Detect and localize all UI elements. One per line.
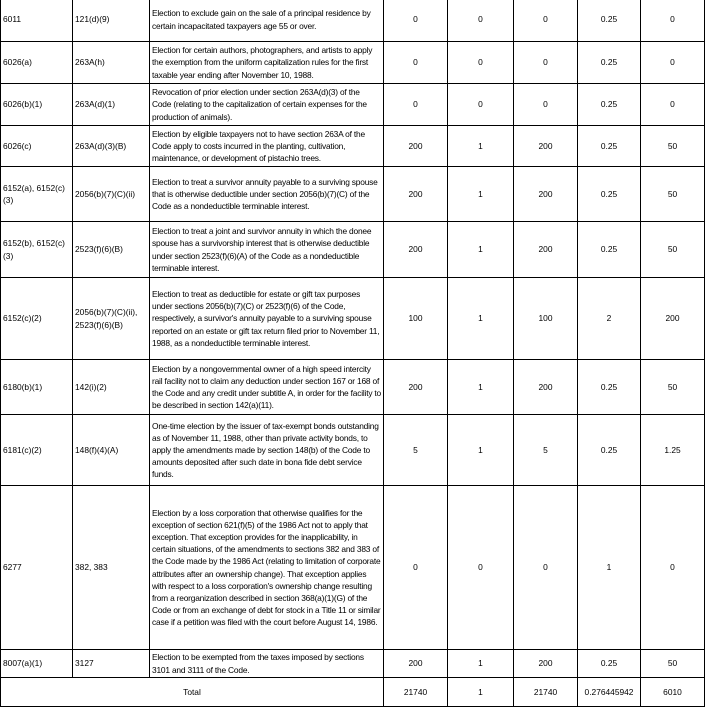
code-reference-cell: 142(i)(2) [73,360,150,415]
value-cell: 200 [514,360,578,415]
value-cell: 1.25 [641,415,705,486]
value-cell: 200 [384,167,448,222]
code-reference-cell: 2523(f)(6)(B) [73,222,150,278]
section-cell: 6180(b)(1) [1,360,73,415]
total-value-cell: 0.276445942 [578,678,641,707]
value-cell: 200 [384,650,448,678]
value-cell: 50 [641,167,705,222]
value-cell: 1 [448,415,514,486]
table-row [1,486,705,650]
value-cell: 0.25 [578,167,641,222]
code-reference-cell: 121(d)(9) [73,0,150,42]
total-label: Total [1,678,384,707]
table-row [1,126,705,167]
value-cell: 0.25 [578,222,641,278]
table-row [1,42,705,84]
value-cell: 0 [641,84,705,126]
value-cell: 1 [448,167,514,222]
value-cell: 0 [384,0,448,42]
code-reference-cell: 263A(d)(1) [73,84,150,126]
value-cell: 1 [448,222,514,278]
description-cell: Election to treat a joint and survivor annuity in which the donee spouse has a survivorship interest that is otherwise deductible under section 2523(f)(6)(A) of the Code as a nondeductible terminable interest. [150,222,384,278]
description-cell: Election by a loss corporation that otherwise qualifies for the exception of section 621(f)(5) of the 1986 Act not to apply that exception. That exception provides for the inapplicability, in certain situations, of the amendments to sections 382 and 383 of the Code made by the 1986 Act (relating to limitation of corporate attributes after an ownership change). That exception applies with respect to a loss corporation's ownership change resulting from a reorganization described in section 368(a)(1)(G) of the Code or from an exchange of debt for stock in a Title 11 or similar case if a petition was filed with the court before August 14, 1986. [150,486,384,650]
value-cell: 5 [384,415,448,486]
section-cell: 6152(a), 6152(c)(3) [1,167,73,222]
value-cell: 100 [514,278,578,360]
value-cell: 0 [641,0,705,42]
table-row [1,415,705,486]
value-cell: 100 [384,278,448,360]
description-cell: Election to be exempted from the taxes imposed by sections 3101 and 3111 of the Code. [150,650,384,678]
value-cell: 2 [578,278,641,360]
value-cell: 50 [641,222,705,278]
table-row [1,0,705,42]
value-cell: 200 [514,167,578,222]
table-row [1,222,705,278]
value-cell: 1 [448,278,514,360]
value-cell: 0 [448,486,514,650]
description-cell: One-time election by the issuer of tax-exempt bonds outstanding as of November 11, 1988, other than private activity bonds, to apply the amendments made by section 148(b) of the Code to amounts deposited after such date in bona fide debt service funds. [150,415,384,486]
code-reference-cell: 382, 383 [73,486,150,650]
table-row [1,650,705,678]
value-cell: 0.25 [578,42,641,84]
description-cell: Election to treat as deductible for estate or gift tax purposes under sections 2056(b)(7)(C) or 2523(f)(6) of the Code, respectively, a survivor's annuity payable to a surviving spouse reported on an estate or gift tax return filed prior to November 11, 1988, as a nondeductible terminable interest. [150,278,384,360]
value-cell: 1 [448,360,514,415]
value-cell: 0 [641,42,705,84]
value-cell: 0 [641,486,705,650]
value-cell: 1 [448,650,514,678]
value-cell: 0 [384,42,448,84]
total-value-cell: 21740 [384,678,448,707]
value-cell: 50 [641,360,705,415]
value-cell: 0 [514,84,578,126]
value-cell: 50 [641,126,705,167]
value-cell: 50 [641,650,705,678]
total-value-cell: 21740 [514,678,578,707]
section-cell: 6181(c)(2) [1,415,73,486]
description-cell: Revocation of prior election under section 263A(d)(3) of the Code (relating to the capitalization of certain expenses for the production of animals). [150,84,384,126]
section-cell: 6026(a) [1,42,73,84]
value-cell: 0.25 [578,126,641,167]
value-cell: 0.25 [578,360,641,415]
value-cell: 200 [641,278,705,360]
value-cell: 5 [514,415,578,486]
value-cell: 0 [514,486,578,650]
code-reference-cell: 2056(b)(7)(C)(ii) [73,167,150,222]
table-row [1,360,705,415]
value-cell: 1 [448,126,514,167]
value-cell: 0 [384,84,448,126]
total-value-cell: 1 [448,678,514,707]
code-reference-cell: 2056(b)(7)(C)(ii), 2523(f)(6)(B) [73,278,150,360]
section-cell: 6277 [1,486,73,650]
value-cell: 200 [514,650,578,678]
code-reference-cell: 263A(d)(3)(B) [73,126,150,167]
description-cell: Election to treat a survivor annuity payable to a surviving spouse that is otherwise deductible under section 2056(b)(7)(C) of the Code as a nondeductible terminable interest. [150,167,384,222]
value-cell: 200 [514,126,578,167]
section-cell: 8007(a)(1) [1,650,73,678]
section-cell: 6026(c) [1,126,73,167]
value-cell: 0 [448,42,514,84]
code-reference-cell: 3127 [73,650,150,678]
value-cell: 0 [448,84,514,126]
value-cell: 0 [514,0,578,42]
code-reference-cell: 263A(h) [73,42,150,84]
value-cell: 200 [384,360,448,415]
code-reference-cell: 148(f)(4)(A) [73,415,150,486]
description-cell: Election to exclude gain on the sale of a principal residence by certain incapacitated taxpayers age 55 or over. [150,0,384,42]
value-cell: 0 [448,0,514,42]
value-cell: 0 [384,486,448,650]
table-row [1,167,705,222]
section-cell: 6011 [1,0,73,42]
section-cell: 6152(c)(2) [1,278,73,360]
value-cell: 0.25 [578,84,641,126]
value-cell: 1 [578,486,641,650]
section-cell: 6026(b)(1) [1,84,73,126]
total-row [1,678,705,707]
section-cell: 6152(b), 6152(c)(3) [1,222,73,278]
value-cell: 0 [514,42,578,84]
table-row [1,84,705,126]
description-cell: Election by a nongovernmental owner of a high speed intercity rail facility not to claim any deduction under section 167 or 168 of the Code and any credit under subtitle A, in order for the facility to be described in section 142(a)(11). [150,360,384,415]
value-cell: 0.25 [578,415,641,486]
value-cell: 200 [384,222,448,278]
table-row [1,278,705,360]
value-cell: 0.25 [578,0,641,42]
value-cell: 0.25 [578,650,641,678]
value-cell: 200 [514,222,578,278]
description-cell: Election by eligible taxpayers not to have section 263A of the Code apply to costs incurred in the planting, cultivation, maintenance, or development of pistachio trees. [150,126,384,167]
total-value-cell: 6010 [641,678,705,707]
description-cell: Election for certain authors, photographers, and artists to apply the exemption from the uniform capitalization rules for the first taxable year ending after November 10, 1988. [150,42,384,84]
value-cell: 200 [384,126,448,167]
